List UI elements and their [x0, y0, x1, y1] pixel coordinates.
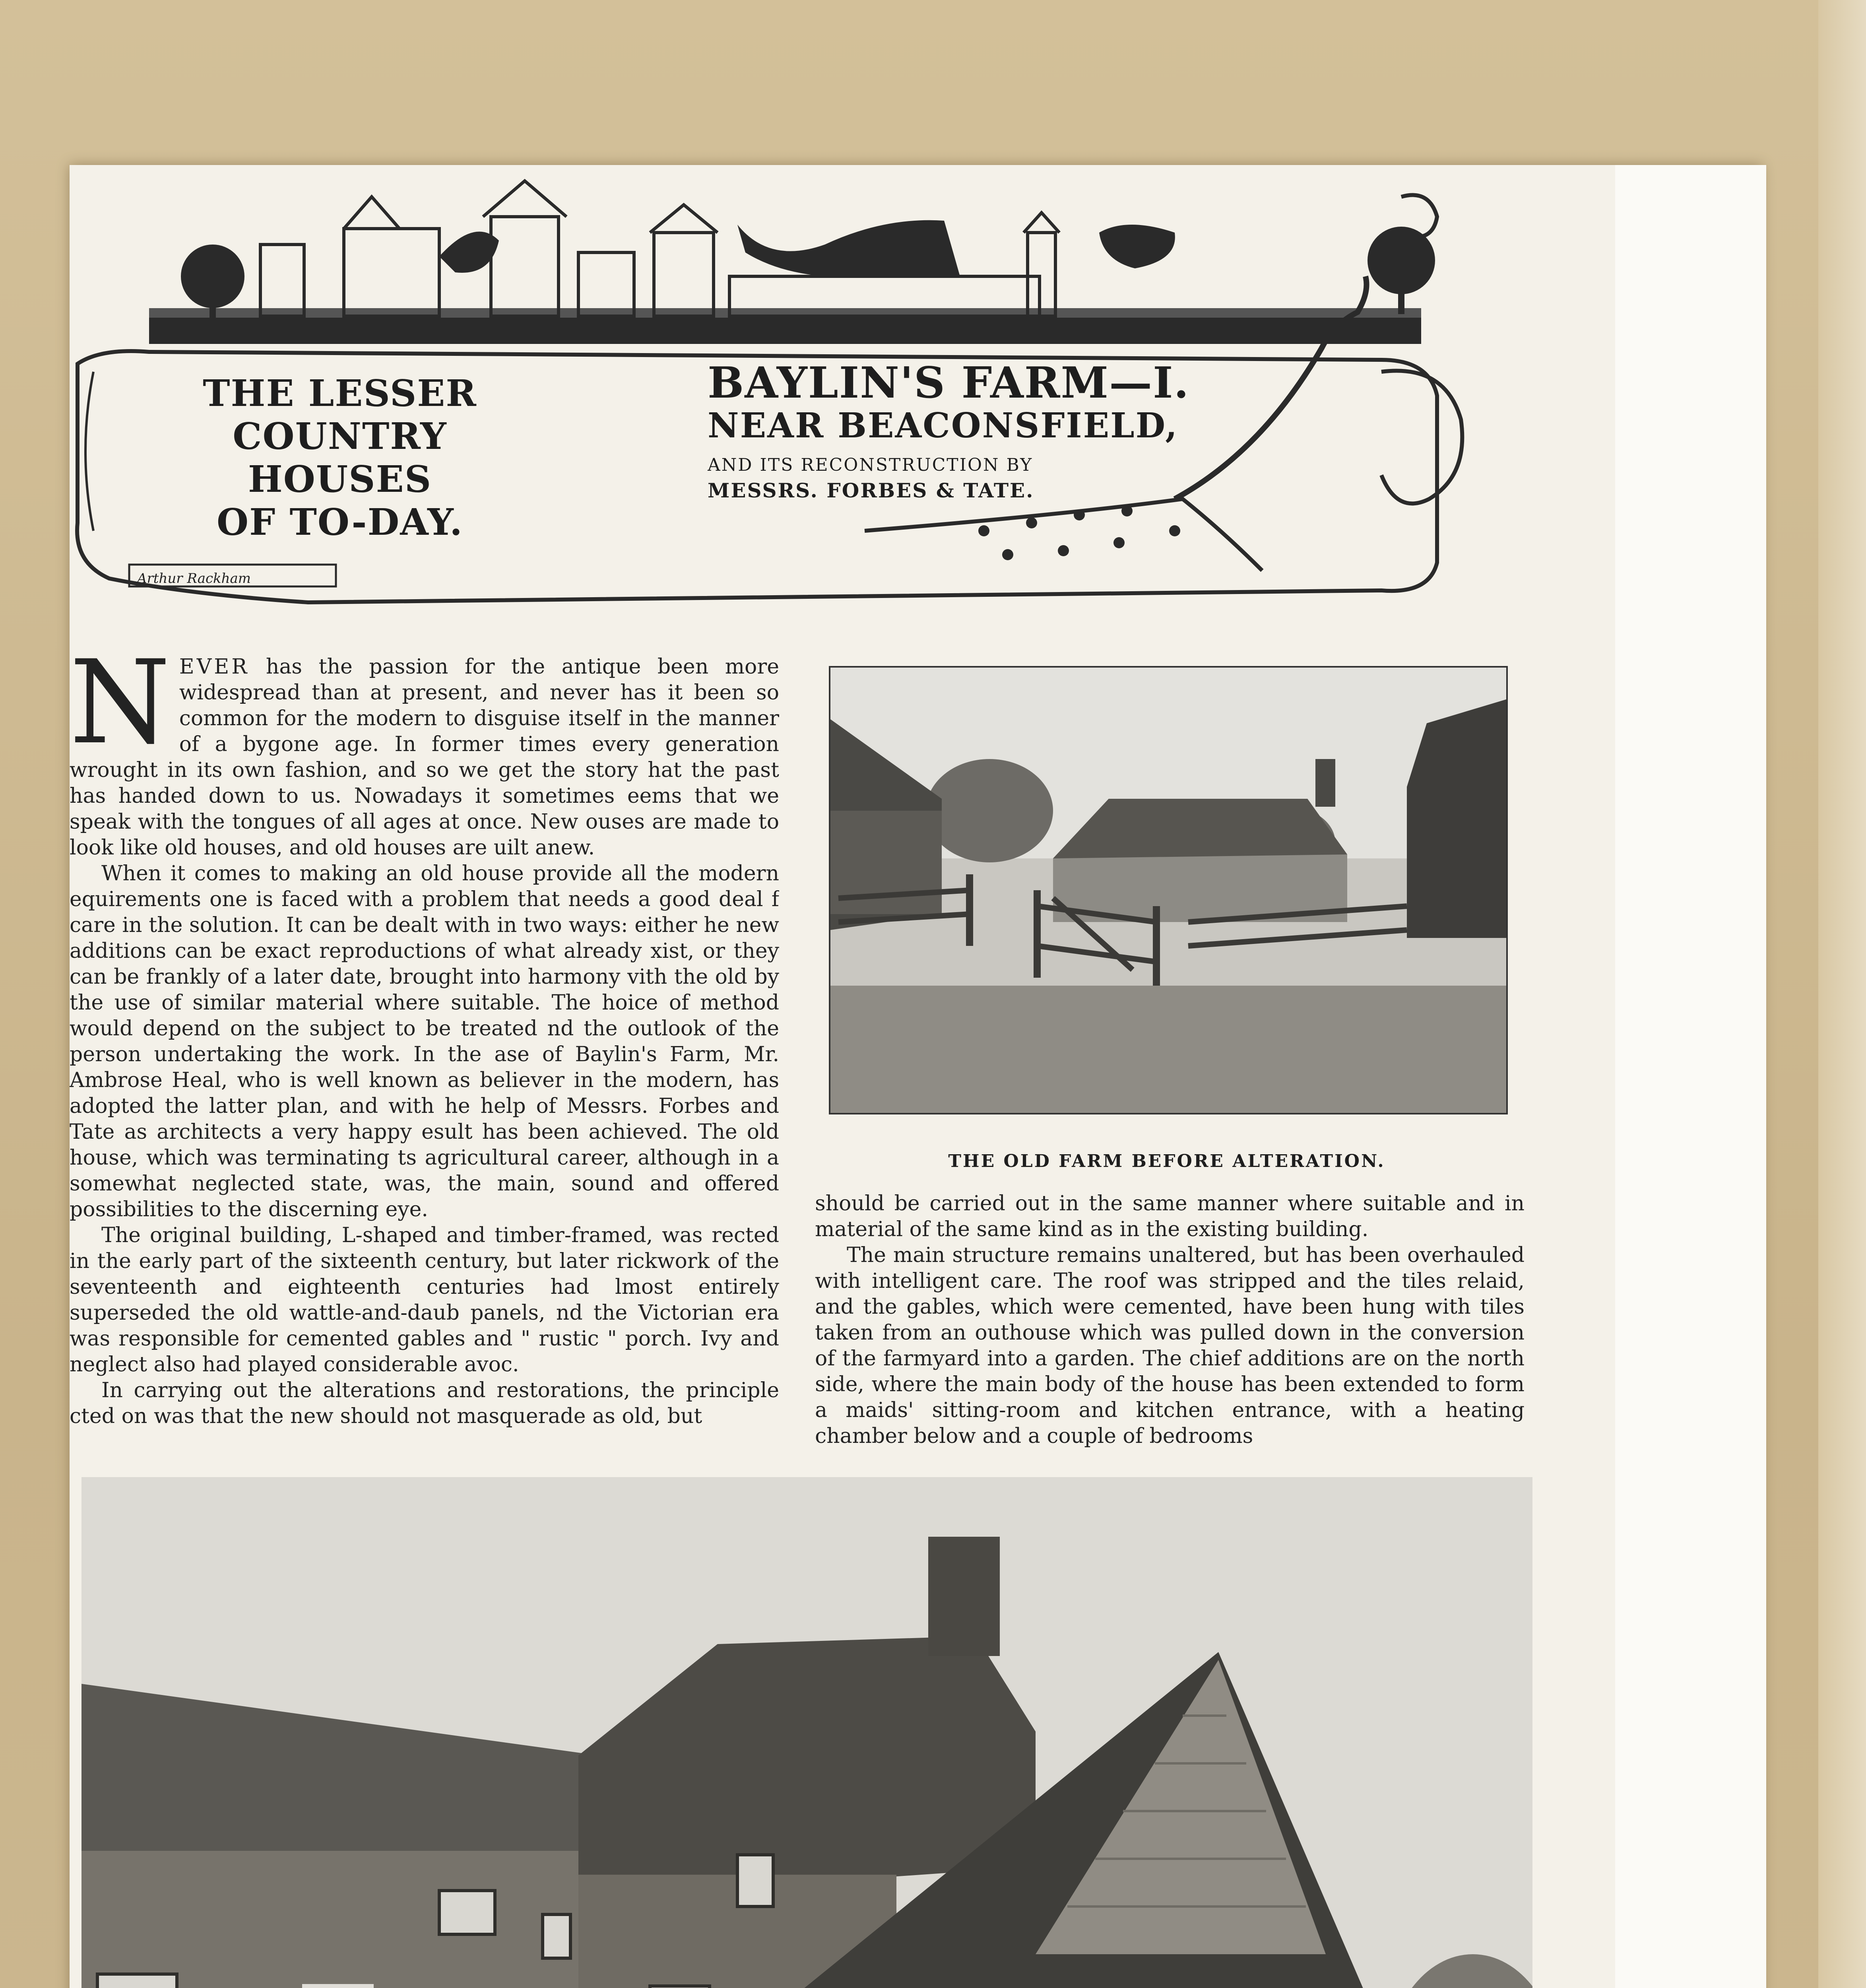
paragraph-2: When it comes to making an old house provide all the modern equirements one is faced with a problem that needs a good deal f care in the solution. It can be dealt with in two ways: either he new additions can be exact reproductions of what already xist, or they can be frankly of a later date, brought into harmony vith the old by the use of similar material where suitable. The hoice of method would depend on the subject to be treated nd the outlook of the person undertaking the work. In the ase of Baylin's Farm, Mr. Ambrose Heal, who is well known as believer in the modern, has adopted the latter plan, and with he help of Messrs. Forbes and Tate as architects a very happy esult has been achieved. The old house, which was terminating ts agricultural career, although in a somewhat neglected state, was, the main, sound and offered possibilities to the discerning eye.	[70, 862, 779, 1221]
photo-cobbled-court	[81, 1477, 1532, 1988]
series-title-line2: COUNTRY HOUSES	[233, 415, 447, 501]
photo-old-farm	[829, 666, 1508, 1114]
magazine-page	[70, 165, 1762, 1988]
header-illustration	[70, 173, 1540, 618]
paragraph-3: The original building, L-shaped and timber-framed, was rected in the early part of the sixteenth century, but later rickwork of the seventeenth and eighteenth centuries had lmost entirely superseded the old wattle-and-daub panels, nd the Victorian era was responsible for cemented gables and " rustic " porch. Ivy and neglect also had played considerable avoc.	[70, 1223, 779, 1376]
article-title: BAYLIN'S FARM—I.	[708, 358, 1190, 408]
illustrator-signature: Arthur Rackham	[137, 571, 251, 586]
paragraph-1-text: has the passion for the antique been more widespread than at present, and never has it been so common for the modern to disguise itself in the manner of a bygone age. In former times every generation wrought in its own fashion, and so we get the story hat the past has handed down to us. Nowadays it sometimes eems that we speak with the tongues of all ages at once. New ouses are made to look like old houses, and old houses are uilt anew.	[70, 655, 779, 860]
series-title-line3: OF TO-DAY.	[216, 501, 464, 544]
old-farm-image	[830, 668, 1506, 1113]
paragraph-6: The main structure remains unaltered, but has been overhauled with intelligent care. The roof was stripped and the tiles relaid, and the gables, which were cemented, have been hung with tiles taken from an outhouse which was pulled down in the conversion of the farmyard into a garden. The chief additions are on the north side, where the main body of the house has been extended to form a maids' sitting-room and kitchen entrance, with a heating chamber below and a couple of bedrooms	[815, 1243, 1525, 1448]
byline-architects: MESSRS. FORBES & TATE.	[708, 479, 1034, 502]
cobbled-court-image	[81, 1477, 1532, 1988]
drop-cap: N	[70, 654, 171, 770]
series-title	[165, 372, 515, 544]
byline-intro: AND ITS RECONSTRUCTION BY	[708, 455, 1033, 475]
paragraph-4: In carrying out the alterations and restorations, the principle cted on was that the new should not masquerade as old, but	[70, 1378, 779, 1428]
article-column-left	[70, 654, 779, 1429]
board-edge	[1818, 0, 1866, 1988]
article-subtitle: NEAR BEACONSFIELD,	[708, 406, 1179, 446]
paragraph-5: should be carried out in the same manner where suitable and in material of the same kind as in the existing building.	[815, 1192, 1525, 1241]
article-title-block	[708, 360, 1224, 504]
series-title-line1: THE LESSER	[203, 372, 477, 415]
page-margin-strip	[1615, 165, 1766, 1988]
caption-old-farm: THE OLD FARM BEFORE ALTERATION.	[948, 1151, 1385, 1171]
opening-caps: EVER	[179, 655, 250, 679]
paragraph-1	[70, 654, 779, 861]
article-column-right	[815, 1191, 1525, 1449]
